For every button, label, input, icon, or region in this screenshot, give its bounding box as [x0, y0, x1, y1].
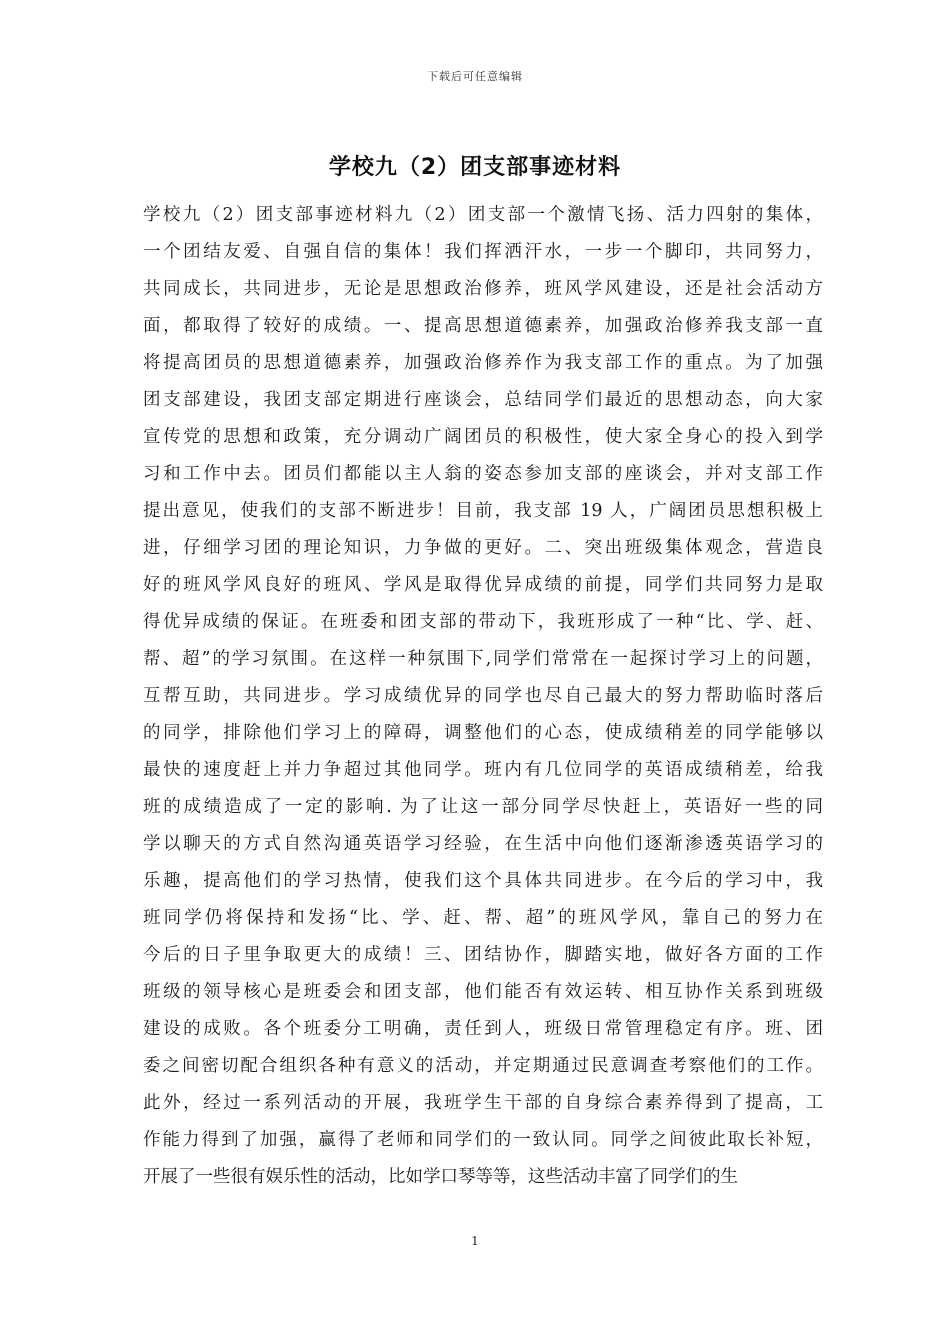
body-line: 宣传党的思想和政策，充分调动广阔团员的积极性，使大家全身心的投入到学: [143, 427, 823, 447]
body-line: 乐趣，提高他们的学习热情，使我们这个具体共同进步。在今后的学习中，我: [143, 871, 823, 891]
body-line: 一个团结友爱、自强自信的集体！我们挥洒汗水，一步一个脚印，共同努力，: [143, 242, 823, 262]
body-line: 作能力得到了加强，赢得了老师和同学们的一致认同。同学之间彼此取长补短，: [143, 1130, 823, 1150]
document-body: [143, 197, 823, 1196]
body-line: 开展了一些很有娱乐性的活动，比如学口琴等等，这些活动丰富了同学们的生: [143, 1167, 738, 1187]
page-header-note: 下载后可任意编辑: [427, 70, 523, 83]
page-number: 1: [471, 1234, 479, 1248]
body-line: 互帮互助，共同进步。学习成绩优异的同学也尽自己最大的努力帮助临时落后: [143, 686, 823, 706]
body-line: 建设的成败。各个班委分工明确，责任到人，班级日常管理稳定有序。班、团: [143, 1019, 823, 1039]
body-line: 共同成长，共同进步，无论是思想政治修养，班风学风建设，还是社会活动方: [143, 279, 823, 299]
body-line: 习和工作中去。团员们都能以主人翁的姿态参加支部的座谈会，并对支部工作: [143, 464, 823, 484]
body-line: 今后的日子里争取更大的成绩！三、团结协作，脚踏实地，做好各方面的工作: [143, 945, 823, 965]
body-line: 得优异成绩的保证。在班委和团支部的带动下，我班形成了一种“比、学、赶、: [143, 612, 823, 632]
body-line: 进，仔细学习团的理论知识，力争做的更好。二、突出班级集体观念，营造良: [143, 538, 823, 558]
body-line: 团支部建设，我团支部定期进行座谈会，总结同学们最近的思想动态，向大家: [143, 390, 823, 410]
body-line: 的同学，排除他们学习上的障碍，调整他们的心态，使成绩稍差的同学能够以: [143, 723, 823, 743]
body-line: 提出意见，使我们的支部不断进步！目前，我支部 19 人，广阔团员思想积极上: [143, 501, 823, 521]
body-line: 班级的领导核心是班委会和团支部，他们能否有效运转、相互协作关系到班级: [143, 982, 823, 1002]
body-line: 帮、超”的学习氛围。在这样一种氛围下,同学们常常在一起探讨学习上的问题，: [143, 649, 823, 669]
body-line: 将提高团员的思想道德素养，加强政治修养作为我支部工作的重点。为了加强: [143, 353, 823, 373]
body-line: 学以聊天的方式自然沟通英语学习经验，在生活中向他们逐渐渗透英语学习的: [143, 834, 823, 854]
body-line: 委之间密切配合组织各种有意义的活动，并定期通过民意调查考察他们的工作。: [143, 1056, 823, 1076]
body-line: 好的班风学风良好的班风、学风是取得优异成绩的前提，同学们共同努力是取: [143, 575, 823, 595]
document-title: 学校九（2）团支部事迹材料: [328, 155, 622, 180]
body-line: 班的成绩造成了一定的影响. 为了让这一部分同学尽快赶上，英语好一些的同: [143, 797, 823, 817]
body-line: 学校九（2）团支部事迹材料九（2）团支部一个激情飞扬、活力四射的集体，: [143, 205, 823, 225]
body-line: 最快的速度赶上并力争超过其他同学。班内有几位同学的英语成绩稍差，给我: [143, 760, 823, 780]
body-line: 面，都取得了较好的成绩。一、提高思想道德素养，加强政治修养我支部一直: [143, 316, 823, 336]
body-line: 班同学仍将保持和发扬“比、学、赶、帮、超”的班风学风，靠自己的努力在: [143, 908, 823, 928]
body-line: 此外，经过一系列活动的开展，我班学生干部的自身综合素养得到了提高，工: [143, 1093, 823, 1113]
